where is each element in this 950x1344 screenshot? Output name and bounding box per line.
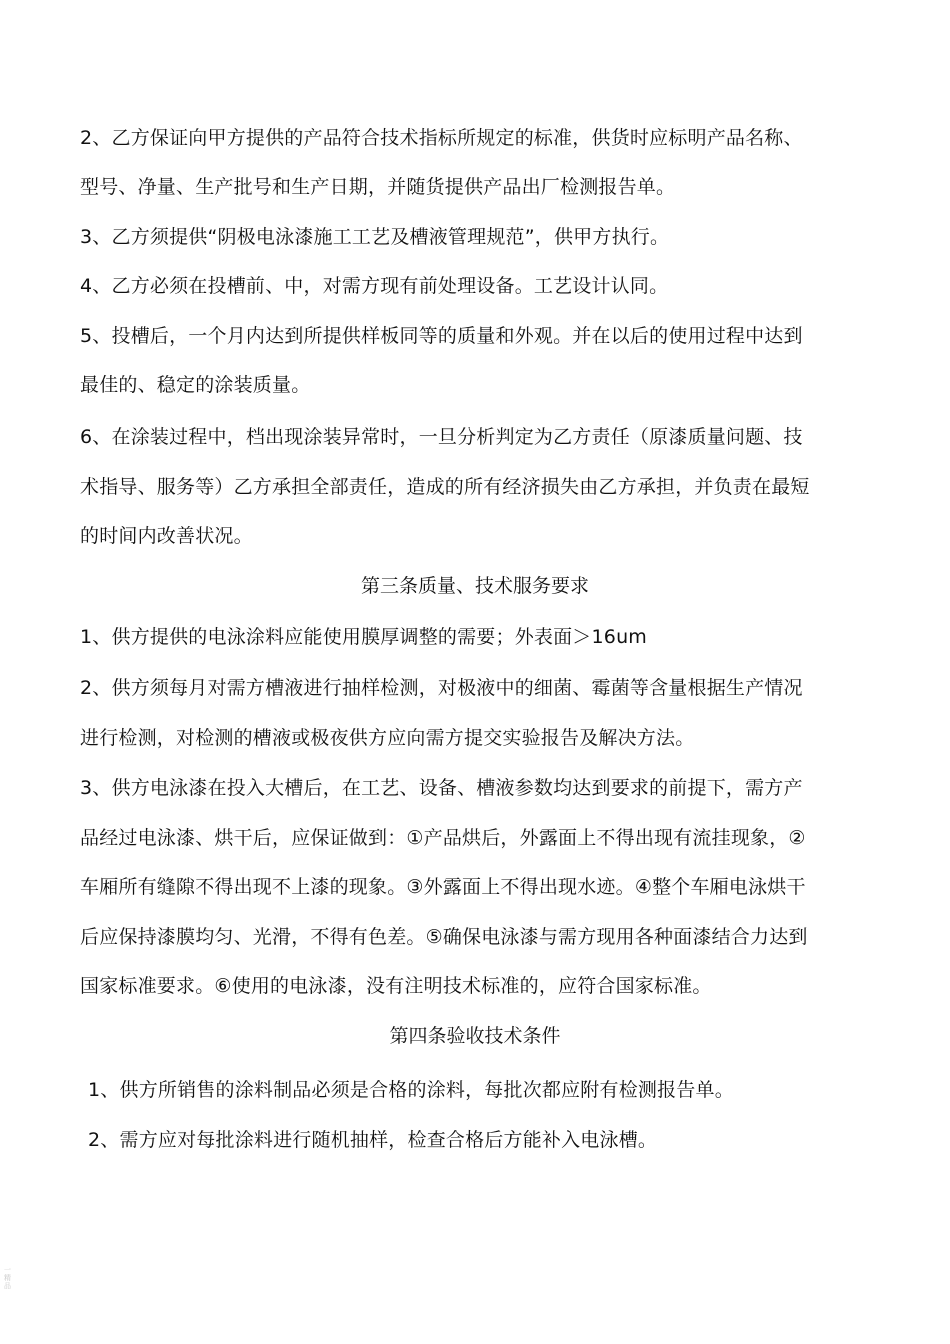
s4-item-1: 1、供方所销售的涂料制品必须是合格的涂料，每批次都应附有检测报告单。 — [88, 1079, 734, 1101]
s3-item-3-line-5: 国家标准要求。⑥使用的电泳漆，没有注明技术标准的，应符合国家标准。 — [80, 975, 712, 997]
s3-item-3-line-3: 车厢所有缝隙不得出现不上漆的现象。③外露面上不得出现水迹。④整个车厢电泳烘干 — [80, 876, 806, 898]
clause-2-line-2: 型号、净量、生产批号和生产日期，并随货提供产品出厂检测报告单。 — [80, 176, 676, 198]
clause-5-line-2: 最佳的、稳定的涂装质量。 — [80, 374, 311, 396]
section-3-heading: 第三条质量、技术服务要求 — [360, 575, 589, 597]
corner-watermark: 一精品 — [4, 1266, 11, 1290]
clause-6-line-1: 6、在涂装过程中，档出现涂装异常时，一旦分析判定为乙方责任（原漆质量问题、技 — [80, 426, 803, 448]
clause-6-line-2: 术指导、服务等）乙方承担全部责任，造成的所有经济损失由乙方承担，并负责在最短 — [80, 476, 810, 498]
s3-item-3-line-4: 后应保持漆膜均匀、光滑，不得有色差。⑤确保电泳漆与需方现用各种面漆结合力达到 — [80, 926, 808, 948]
s3-item-1-line-1: 1、供方提供的电泳涂料应能使用膜厚调整的需要；外表面＞16um — [80, 626, 648, 648]
s3-item-3-line-2: 品经过电泳漆、烘干后，应保证做到：①产品烘后，外露面上不得出现有流挂现象，② — [80, 827, 806, 849]
s3-item-2-line-1: 2、供方须每月对需方槽液进行抽样检测，对极液中的细菌、霉菌等含量根据生产情况 — [80, 677, 803, 699]
clause-2-line-1: 2、乙方保证向甲方提供的产品符合技术指标所规定的标准，供货时应标明产品名称、 — [80, 127, 803, 149]
section-4-heading: 第四条验收技术条件 — [389, 1025, 561, 1047]
clause-4-line-1: 4、乙方必须在投槽前、中，对需方现有前处理设备。工艺设计认同。 — [80, 275, 669, 297]
clause-5-line-1: 5、投槽后，一个月内达到所提供样板同等的质量和外观。并在以后的使用过程中达到 — [80, 325, 803, 347]
clause-3-line-1: 3、乙方须提供“阴极电泳漆施工工艺及槽液管理规范”，供甲方执行。 — [80, 226, 670, 248]
s4-item-2: 2、需方应对每批涂料进行随机抽样，检查合格后方能补入电泳槽。 — [88, 1129, 658, 1151]
s3-item-3-line-1: 3、供方电泳漆在投入大槽后，在工艺、设备、槽液参数均达到要求的前提下，需方产 — [80, 777, 803, 799]
s3-item-2-line-2: 进行检测，对检测的槽液或极夜供方应向需方提交实验报告及解决方法。 — [80, 727, 695, 749]
clause-6-line-3: 的时间内改善状况。 — [80, 525, 253, 547]
